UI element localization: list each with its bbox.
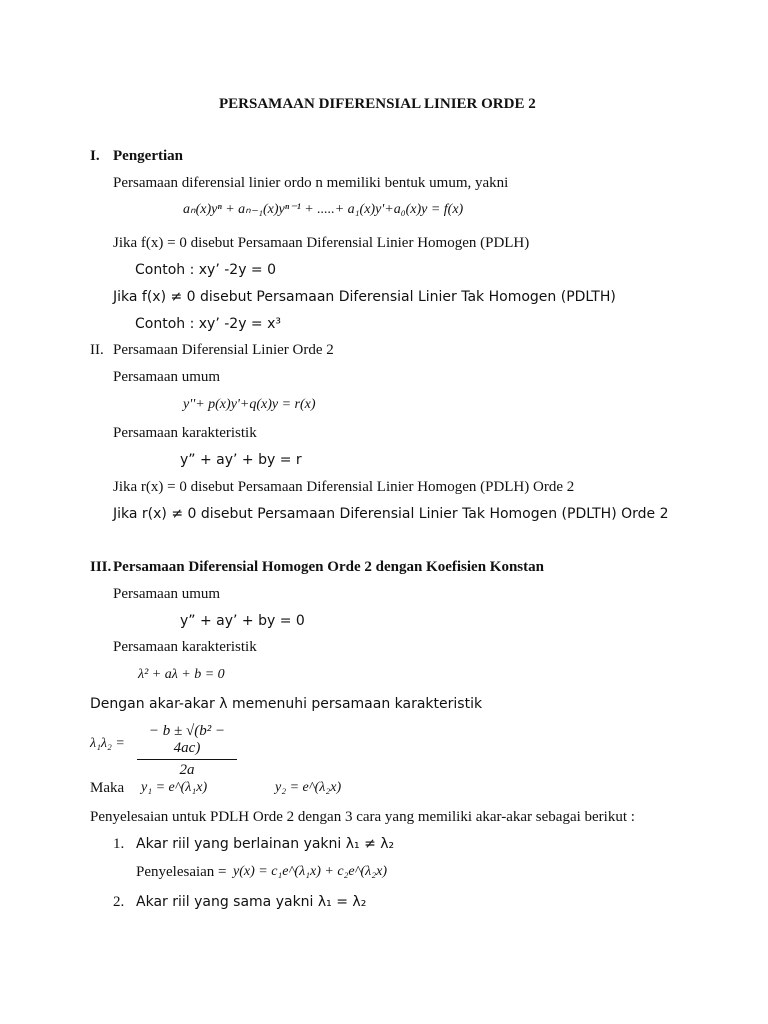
case-1-number: 1.	[113, 836, 125, 852]
roots-formula-denominator: 2a	[137, 759, 237, 779]
nonhomogeneous-definition: Jika f(x) ≠ 0 disebut Persamaan Diferensial Linier Tak Homogen (PDLTH)	[113, 289, 616, 305]
case-1-text: Akar riil yang berlainan yakni λ₁ ≠ λ₂	[136, 836, 395, 852]
section-2-general-label: Persamaan umum	[113, 369, 221, 385]
general-form-equation: aₙ(x)yⁿ + aₙ₋₁(x)yⁿ⁻¹ + .....+ a₁(x)y'+a₀(x)y = f(x)	[183, 202, 464, 217]
section-3-general-label: Persamaan umum	[113, 586, 221, 602]
section-3-characteristic-equation: λ² + aλ + b = 0	[138, 667, 225, 682]
section-2-general-equation: y''+ p(x)y'+q(x)y = r(x)	[183, 397, 316, 412]
homogeneous-definition: Jika f(x) = 0 disebut Persamaan Diferensial Linier Homogen (PDLH)	[113, 235, 530, 251]
section-2-homogeneous-definition: Jika r(x) = 0 disebut Persamaan Diferensial Linier Homogen (PDLH) Orde 2	[113, 479, 575, 495]
solution-y2: y₂ = e^(λ₂x)	[275, 780, 342, 795]
roots-intro: Dengan akar-akar λ memenuhi persamaan karakteristik	[90, 696, 483, 712]
case-1-solution-equation: y(x) = c₁e^(λ₁x) + c₂e^(λ₂x)	[233, 864, 387, 879]
section-2-characteristic-label: Persamaan karakteristik	[113, 425, 257, 441]
solution-intro: Penyelesaian untuk PDLH Orde 2 dengan 3 cara yang memiliki akar-akar sebagai berikut :	[90, 809, 635, 825]
section-1-numeral: I.	[90, 148, 100, 164]
homogeneous-example: Contoh : xy’ -2y = 0	[135, 262, 277, 278]
roots-formula-numerator: − b ± √(b² − 4ac)	[148, 723, 226, 756]
section-3-general-equation: y” + ay’ + by = 0	[180, 613, 305, 629]
section-3-characteristic-label: Persamaan karakteristik	[113, 639, 257, 655]
section-3-numeral: III.	[90, 559, 112, 575]
section-2-nonhomogeneous-definition: Jika r(x) ≠ 0 disebut Persamaan Diferensial Linier Tak Homogen (PDLTH) Orde 2	[113, 506, 669, 522]
section-1-intro: Persamaan diferensial linier ordo n memiliki bentuk umum, yakni	[113, 175, 509, 191]
nonhomogeneous-example: Contoh : xy’ -2y = x³	[135, 316, 282, 332]
section-1-heading: Pengertian	[113, 148, 183, 164]
solution-y1: y₁ = e^(λ₁x)	[141, 780, 208, 795]
document-title: PERSAMAAN DIFERENSIAL LINIER ORDE 2	[219, 96, 536, 112]
maka-label: Maka	[90, 780, 125, 796]
roots-formula-lhs: λ₁λ₂ =	[90, 736, 125, 751]
case-2-text: Akar riil yang sama yakni λ₁ = λ₂	[136, 894, 367, 910]
case-2-number: 2.	[113, 894, 125, 910]
section-2-characteristic-equation: y” + ay’ + by = r	[180, 452, 302, 468]
section-3-heading: Persamaan Diferensial Homogen Orde 2 dengan Koefisien Konstan	[113, 559, 544, 575]
section-2-heading: Persamaan Diferensial Linier Orde 2	[113, 342, 334, 358]
section-2-numeral: II.	[90, 342, 104, 358]
case-1-solution-label: Penyelesaian =	[136, 864, 227, 880]
roots-formula-fraction	[137, 723, 237, 779]
